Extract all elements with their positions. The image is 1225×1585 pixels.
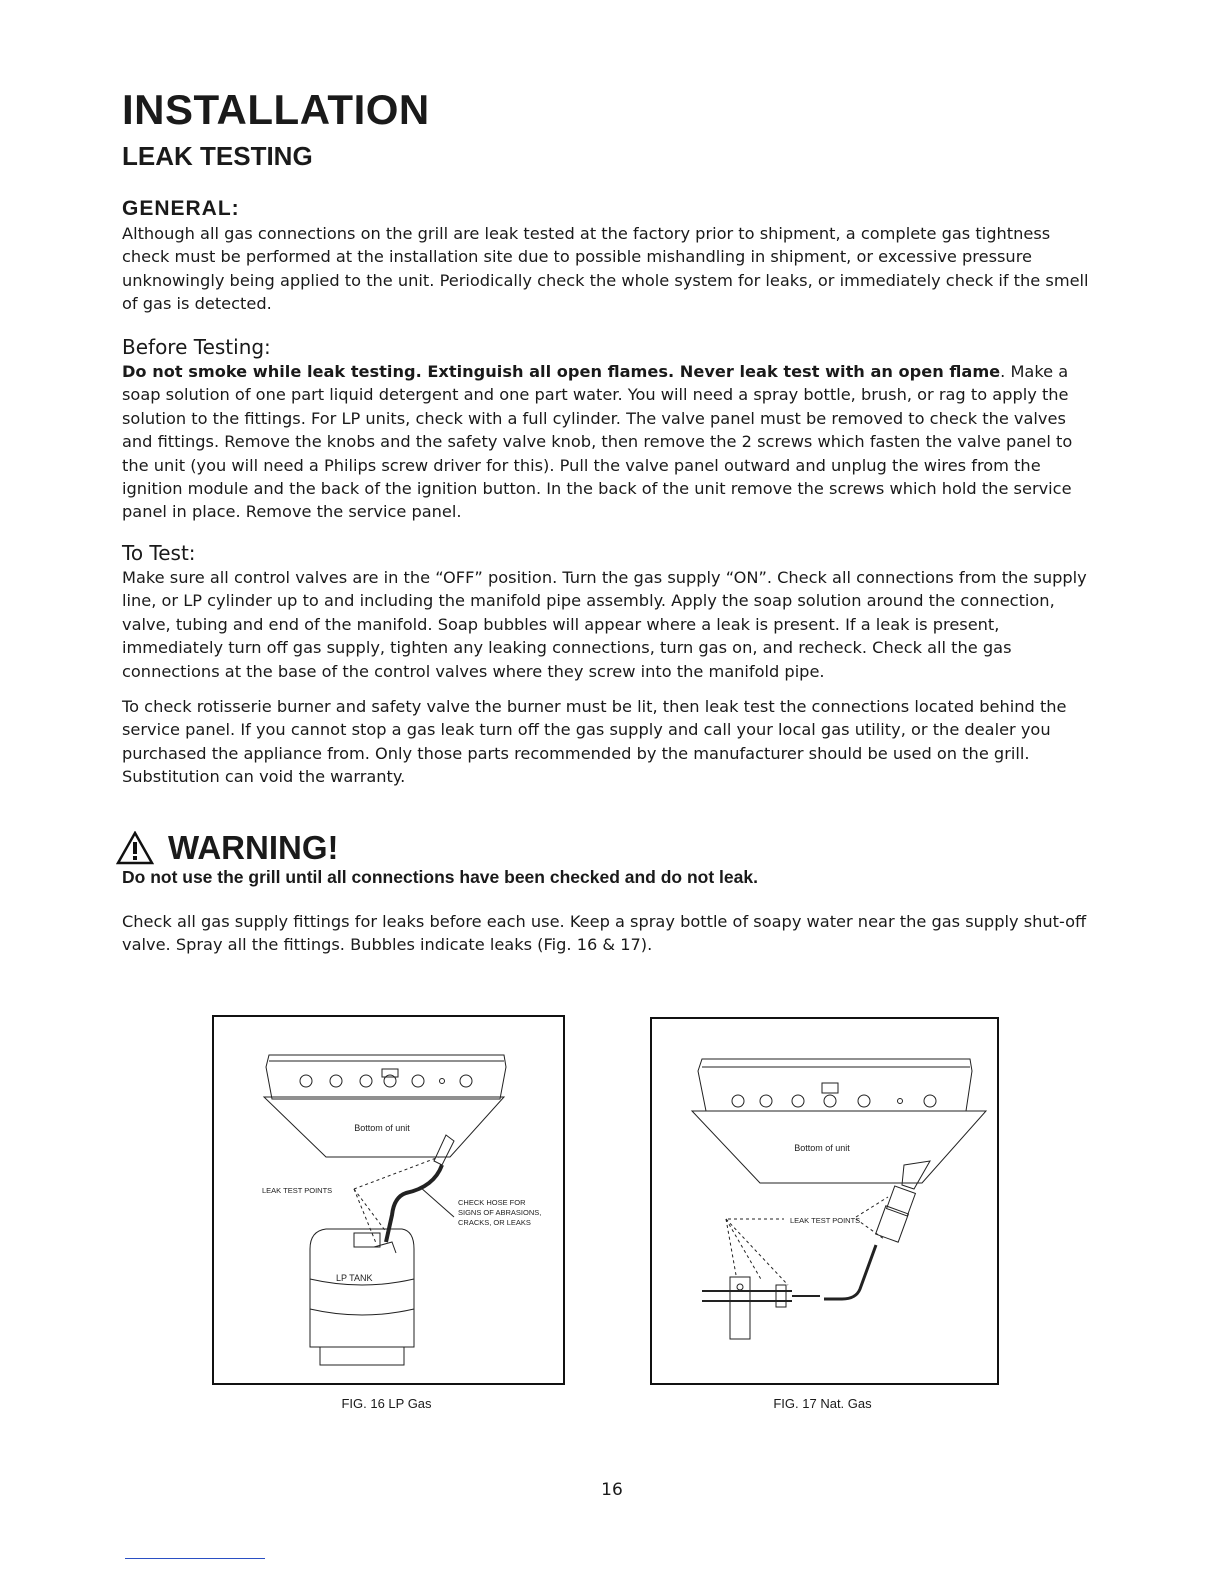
lp-gas-diagram <box>214 1017 563 1383</box>
warning-text: Check all gas supply fittings for leaks before each use. Keep a spray bottle of soapy water near the gas supply shut-off valve. Spray all the fittings. Bubbles indicate leaks (Fig. 16 & 17). <box>122 912 1087 955</box>
warning-icon <box>116 831 154 865</box>
to-test-heading: To Test: <box>122 541 196 565</box>
footer-rule <box>125 1558 265 1559</box>
before-testing-body: . Make a soap solution of one part liquid detergent and one part water. You will need a spray bottle, brush, or rag to apply the solution to the fittings. For LP units, check with a full cylinder. The valve panel must be removed to check the valves and fittings. Remove the knobs and the safety valve knob, then remove the 2 screws which fasten the valve panel to the unit (you will need a Philips screw driver for this). Pull the valve panel outward and unplug the wires from the ignition module and the back of the ignition button. In the back of the unit remove the screws which hold the service panel in place. Remove the service panel. <box>122 362 1073 522</box>
page-number: 16 <box>601 1480 623 1500</box>
page-title: INSTALLATION <box>122 86 430 133</box>
section-title: LEAK TESTING <box>122 141 313 171</box>
nat-gas-diagram <box>652 1019 997 1383</box>
before-testing-text <box>122 360 1097 524</box>
before-testing-heading: Before Testing: <box>122 335 271 359</box>
before-testing-bold: Do not smoke while leak testing. Extinguish all open flames. Never leak test with an open flame <box>122 362 1001 381</box>
figure-16-lp-gas <box>212 1015 565 1385</box>
before-testing-section <box>122 334 1097 524</box>
figure-17-nat-gas <box>650 1017 999 1385</box>
to-test-section <box>122 540 1097 789</box>
warning-title-text: WARNING! <box>168 829 339 866</box>
label-check-hose-2: SIGNS OF ABRASIONS, <box>458 1208 542 1217</box>
label-bottom-of-unit: Bottom of unit <box>794 1143 850 1153</box>
label-leak-test-points: LEAK TEST POINTS <box>262 1186 333 1195</box>
warning-subtitle: Do not use the grill until all connections have been checked and do not leak. <box>122 867 758 887</box>
to-test-text-2: To check rotisserie burner and safety valve the burner must be lit, then leak test the connections located behind the service panel. If you cannot stop a gas leak turn off the gas supply and call your local gas utility, or the dealer you purchased the appliance from. Only those parts recommended by the manufacturer should be used on the grill. Substitution can void the warranty. <box>122 697 1067 787</box>
general-heading: GENERAL: <box>122 197 240 220</box>
warning-title <box>116 828 338 868</box>
label-leak-test-points: LEAK TEST POINTS <box>790 1216 861 1225</box>
knob-row <box>300 1069 472 1087</box>
figure-17-caption: FIG. 17 Nat. Gas <box>773 1396 872 1411</box>
label-bottom-of-unit: Bottom of unit <box>354 1123 410 1133</box>
figure-16-caption: FIG. 16 LP Gas <box>341 1396 432 1411</box>
knob-row <box>732 1083 936 1107</box>
label-check-hose-1: CHECK HOSE FOR <box>458 1198 526 1207</box>
general-section <box>122 196 1097 316</box>
general-text: Although all gas connections on the grill are leak tested at the factory prior to shipment, a complete gas tightness check must be performed at the installation site due to possible mishandling in shipment, or excessive pressure unknowingly being applied to the unit. Periodically check the whole system for leaks, or immediately check if the smell of gas is detected. <box>122 224 1089 314</box>
label-check-hose-3: CRACKS, OR LEAKS <box>458 1218 531 1227</box>
label-lp-tank: LP TANK <box>336 1273 373 1283</box>
to-test-text-1: Make sure all control valves are in the “OFF” position. Turn the gas supply “ON”. Check all connections from the supply line, or LP cylinder up to and including the manifold pipe assembly. Apply the soap solution around the connection, valve, tubing and end of the manifold. Soap bubbles will appear where a leak is present. If a leak is present, immediately turn off gas supply, tighten any leaking connections, turn gas on, and recheck. Check all the gas connections at the base of the control valves where they screw into the manifold pipe. <box>122 568 1087 681</box>
